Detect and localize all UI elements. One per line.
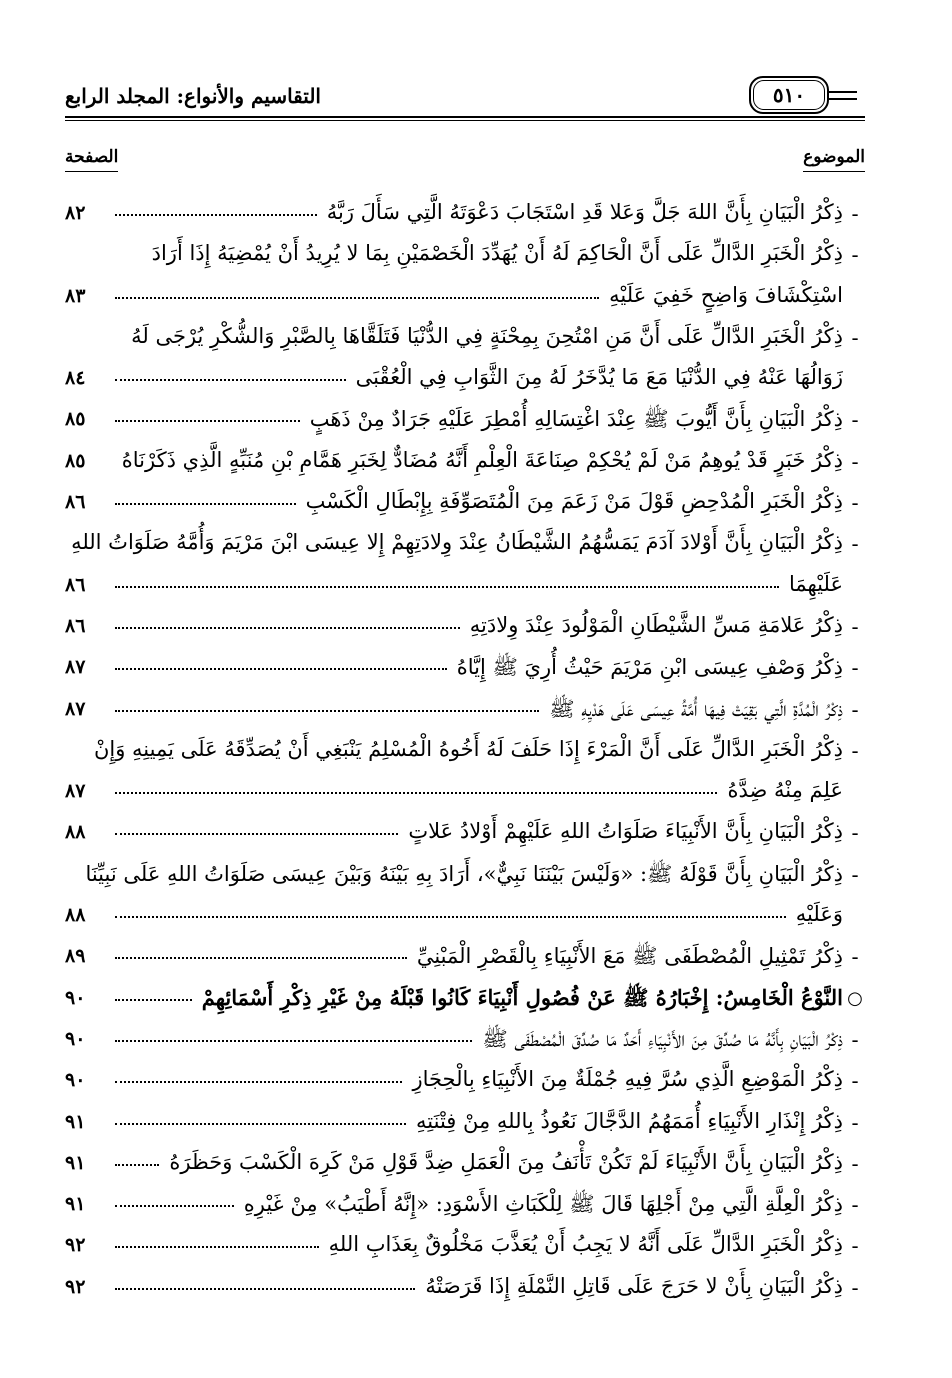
- page-number-badge: [749, 76, 865, 114]
- entry-page-number: ٨٦: [65, 573, 86, 596]
- entry-text: النَّوْعُ الْخَامِسُ: إِخْبَارُهُ ﷺ عَنْ فُصُولِ أَنْبِيَاءَ كَانُوا قَبْلَهُ مِنْ غَيْرِ ذِكْرِ أَسْمَائِهِمْ: [201, 984, 843, 1010]
- dash-bullet: -: [851, 738, 859, 763]
- contents-line: [65, 648, 865, 689]
- dot-leader: [115, 1288, 415, 1292]
- dot-leader: [115, 503, 296, 507]
- dash-bullet: -: [851, 1193, 859, 1218]
- column-headings: [65, 147, 865, 179]
- contents-line: [65, 1144, 865, 1185]
- dash-bullet: -: [851, 1110, 859, 1135]
- contents-line: [65, 1020, 865, 1061]
- dash-bullet: -: [851, 1151, 859, 1176]
- entry-page-number: ٩١: [65, 1151, 86, 1174]
- dash-bullet: -: [851, 1069, 859, 1094]
- entry-text: اسْتِكْشَافَ وَاضِحٍ خَفِيَ عَلَيْهِ: [609, 282, 843, 307]
- entry-text: ذِكْرُ الْبَيَانِ بِأَنَّ قَوْلَهُ ﷺ: «وَلَيْسَ بَيْنَنَا نَبِيٌّ»، أَرَادَ بِهِ بَيْنَهُ وَبَيْنَ عِيسَى صَلَوَاتُ اللهِ عَلَى نَبِيِّنَا: [85, 861, 843, 886]
- entry-text: ذِكْرُ الْخَبَرِ الدَّالِّ عَلَى أَنَّهُ لا يَجِبُ أَنْ يُعَذَّبَ مَخْلُوقٌ بِعَذَابِ اللهِ: [328, 1232, 843, 1257]
- dash-bullet: -: [851, 408, 859, 433]
- dot-leader: [115, 1164, 159, 1168]
- section-heading-line: [65, 979, 865, 1020]
- contents-line: [65, 813, 865, 854]
- contents-line: [65, 690, 865, 731]
- dash-bullet: -: [851, 1234, 859, 1259]
- dot-leader: [115, 420, 300, 424]
- entry-text: ذِكْرُ وَصْفِ عِيسَى ابْنِ مَرْيَمَ حَيْثُ أُرِيَ ﷺ إِيَّاهُ: [456, 655, 843, 680]
- dash-bullet: -: [851, 697, 859, 722]
- entry-text: زَوَالُهَا عَنْهُ فِي الدُّنْيَا مَعَ مَا يُدَّخَرُ لَهُ مِنَ الثَّوَابِ فِي الْعُقْبَى: [355, 365, 843, 390]
- entry-text: ذِكْرُ الْبَيَانِ بِأَنَّ أَوْلادَ آدَمَ يَمَسُّهُمُ الشَّيْطَانُ عِنْدَ وِلادَتِهِمْ إِلا عِيسَى ابْنَ مَرْيَمَ وَأُمَّهُ صَلَوَاتُ اللهِ: [71, 530, 843, 555]
- entry-text: ذِكْرُ الْمَوْضِعِ الَّذِي سُرَّ فِيهِ جُمْلَةٌ مِنَ الأَنْبِيَاءِ بِالْحِجَازِ: [412, 1067, 843, 1092]
- dot-leader: [115, 1123, 406, 1127]
- contents-line: [65, 483, 865, 524]
- running-header: [65, 84, 865, 116]
- contents-line: [65, 855, 865, 896]
- dot-leader: [115, 214, 317, 218]
- entry-text: وَعَلَيْهِ: [795, 902, 843, 927]
- entry-text: عَلِمَ مِنْهُ ضِدَّهُ: [727, 778, 843, 803]
- contents-line: [65, 1268, 865, 1309]
- dash-bullet: -: [851, 1275, 859, 1300]
- dot-leader: [115, 1246, 319, 1250]
- dot-leader: [115, 999, 192, 1003]
- entry-text: ذِكْرُ الْبَيَانِ بِأَنَّ الأَنْبِيَاءَ لَمْ تَكُنْ تَأْنَفُ مِنَ الْعَمَلِ ضِدَّ قَوْلِ مَنْ كَرِهَ الْكَسْبَ وَحَظَرَهُ: [169, 1149, 843, 1174]
- entry-page-number: ٨٦: [65, 491, 86, 514]
- page-column-heading: الصفحة: [65, 147, 118, 172]
- dash-bullet: -: [851, 243, 859, 268]
- entry-page-number: ٨٨: [65, 821, 86, 844]
- entry-page-number: ٨٣: [65, 284, 86, 307]
- dot-leader: [115, 627, 460, 631]
- badge-ornament-lines: [829, 86, 857, 105]
- entry-page-number: ٨٧: [65, 780, 86, 803]
- entry-text: ذِكْرُ الْبَيَانِ بِأَنَّ أَيُّوبَ ﷺ عِنْدَ اغْتِسَالِهِ أُمْطِرَ عَلَيْهِ جَرَادٌ مِنْ ذَهَبٍ: [309, 407, 843, 432]
- entry-page-number: ٩٠: [65, 1069, 86, 1092]
- page-number-frame: [749, 76, 829, 114]
- contents-line: [65, 607, 865, 648]
- contents-line: [65, 896, 865, 937]
- entry-page-number: ٩١: [65, 1193, 86, 1216]
- dash-bullet: -: [851, 202, 859, 226]
- entry-text: ذِكْرُ خَبَرٍ قَدْ يُوهِمُ مَنْ لَمْ يُحْكِمْ صِنَاعَةَ الْعِلْمِ أَنَّهُ مُضَادٌّ لِخَبَرِ هَمَّامِ بْنِ مُنَبِّهٍ الَّذِي ذَكَرْنَاهُ: [121, 447, 843, 472]
- contents-line: [65, 524, 865, 565]
- dot-leader: [115, 792, 717, 796]
- contents-line: [65, 359, 865, 400]
- entry-page-number: ٨٩: [65, 945, 86, 968]
- contents-line: [65, 400, 865, 441]
- entry-text: ذِكْرُ الْمُدَّةِ الَّتِي بَقِيَتْ فِيهَا أُمَّةُ عِيسَى عَلَى هَدْيِهِ ﷺ: [549, 696, 843, 721]
- entry-page-number: ٨٨: [65, 904, 86, 927]
- entry-page-number: ٩٠: [65, 1027, 86, 1050]
- entry-text: ذِكْرُ تَمْثِيلِ الْمُصْطَفَى ﷺ مَعَ الأَنْبِيَاءِ بِالْقَصْرِ الْمَبْنِيِّ: [416, 944, 843, 969]
- running-title: التقاسيم والأنواع: المجلد الرابع: [65, 84, 321, 108]
- dot-leader: [115, 1205, 234, 1209]
- entry-text: ذِكْرُ الْبَيَانِ بِأَنَّ الأَنْبِيَاءَ صَلَوَاتُ اللهِ عَلَيْهِمْ أَوْلادُ عَلاتٍ: [408, 819, 843, 844]
- contents-line: [65, 937, 865, 978]
- entry-text: ذِكْرُ الْبَيَانِ بِأَنَّ اللهَ جَلَّ وَعَلا قَدِ اسْتَجَابَ دَعْوَتَهُ الَّتِي سَأَلَ رَبَّهُ: [326, 200, 843, 224]
- entry-text: عَلَيْهِمَا: [788, 571, 843, 596]
- dash-bullet: -: [851, 614, 859, 639]
- dot-leader: [115, 916, 786, 920]
- dot-leader: [115, 1040, 472, 1044]
- contents-line: [65, 194, 865, 235]
- contents-line: [65, 1185, 865, 1226]
- contents-line: [65, 1061, 865, 1102]
- entry-text: ذِكْرُ الْخَبَرِ الْمُدْحِضِ قَوْلَ مَنْ زَعَمَ مِنَ الْمُتَصَوِّفَةِ بِإِبْطَالِ الْكَسْبِ: [305, 489, 843, 514]
- contents-line: [65, 442, 865, 483]
- contents-line: [65, 318, 865, 359]
- contents-line: [65, 566, 865, 607]
- entry-text: ذِكْرُ الْعِلَّةِ الَّتِي مِنْ أَجْلِهَا قَالَ ﷺ لِلْكَبَاثِ الأَسْوَدِ: «إِنَّهُ أَطْيَبُ» مِنْ غَيْرِهِ: [243, 1192, 843, 1217]
- contents-line: [65, 235, 865, 276]
- contents-line: [65, 1103, 865, 1144]
- entry-page-number: ٨٥: [65, 449, 86, 472]
- header-rule: [65, 116, 865, 121]
- entry-text: ذِكْرُ الْبَيَانِ بِأَنْ لا حَرَجَ عَلَى قَاتِلِ النَّمْلَةِ إِذَا قَرَصَتْهُ: [425, 1273, 843, 1298]
- entry-text: ذِكْرُ عَلامَةِ مَسِّ الشَّيْطَانِ الْمَوْلُودَ عِنْدَ وِلادَتِهِ: [469, 612, 843, 637]
- dash-bullet: -: [851, 1027, 859, 1052]
- dash-bullet: -: [851, 656, 859, 681]
- dash-bullet: -: [851, 491, 859, 516]
- contents-line: [65, 277, 865, 318]
- entry-page-number: ٩١: [65, 1110, 86, 1133]
- dash-bullet: -: [851, 325, 859, 350]
- circle-bullet-icon: ○: [847, 987, 863, 1009]
- entry-text: ذِكْرُ الْخَبَرِ الدَّالِّ عَلَى أَنَّ الْمَرْءَ إِذَا حَلَفَ لَهُ أَخُوهُ الْمُسْلِمُ يَنْبَغِي أَنْ يُصَدِّقَهُ عَلَى يَمِينِهِ وَإِنْ: [93, 736, 843, 761]
- entry-page-number: ٩٠: [65, 986, 86, 1009]
- dot-leader: [115, 833, 398, 837]
- entry-page-number: ٨٧: [65, 697, 86, 720]
- dot-leader: [115, 297, 599, 301]
- entry-page-number: ٨٥: [65, 408, 86, 431]
- entry-page-number: ٩٢: [65, 1275, 86, 1298]
- entry-text: ذِكْرُ الْخَبَرِ الدَّالِّ عَلَى أَنَّ الْحَاكِمَ لَهُ أَنْ يُهَدِّدَ الْخَصْمَيْنِ بِمَا لا يُرِيدُ أَنْ يُمْضِيَهُ إِذَا أَرَادَ: [151, 241, 843, 266]
- entry-page-number: ٨٢: [65, 202, 86, 224]
- entry-text: ذِكْرُ الْبَيَانِ بِأَنَّهُ مَا صُدِّقَ مِنَ الأَنْبِيَاءِ أَحَدٌ مَا صُدِّقَ الْمُصْطَفَى ﷺ: [482, 1026, 843, 1051]
- entry-text: ذِكْرُ إِنْذَارِ الأَنْبِيَاءِ أُمَمَهُمُ الدَّجَّالَ نَعُوذُ بِاللهِ مِنْ فِتْنَتِهِ: [416, 1108, 843, 1133]
- entry-page-number: ٨٤: [65, 367, 86, 390]
- topic-column-heading: الموضوع: [803, 147, 865, 172]
- contents-line: [65, 731, 865, 772]
- dash-bullet: -: [851, 821, 859, 846]
- dot-leader: [115, 586, 779, 590]
- dash-bullet: -: [851, 945, 859, 970]
- entry-text: ذِكْرُ الْخَبَرِ الدَّالِّ عَلَى أَنَّ مَنِ امْتُحِنَ بِمِحْنَةٍ فِي الدُّنْيَا فَتَلَقَّاهَا بِالصَّبْرِ وَالشُّكْرِ يُرْجَى لَهُ: [131, 323, 843, 348]
- entry-page-number: ٨٧: [65, 656, 86, 679]
- contents-list: [65, 194, 865, 1309]
- page-number: ٥١٠: [753, 80, 825, 110]
- entry-page-number: ٩٢: [65, 1234, 86, 1257]
- dot-leader: [115, 379, 346, 383]
- dot-leader: [115, 957, 407, 961]
- dash-bullet: -: [851, 532, 859, 557]
- dot-leader: [115, 668, 447, 672]
- dash-bullet: -: [851, 449, 859, 474]
- dash-bullet: -: [851, 862, 859, 887]
- contents-line: [65, 1226, 865, 1267]
- dot-leader: [115, 710, 539, 714]
- contents-line: [65, 772, 865, 813]
- dot-leader: [115, 1081, 402, 1085]
- entry-page-number: ٨٦: [65, 614, 86, 637]
